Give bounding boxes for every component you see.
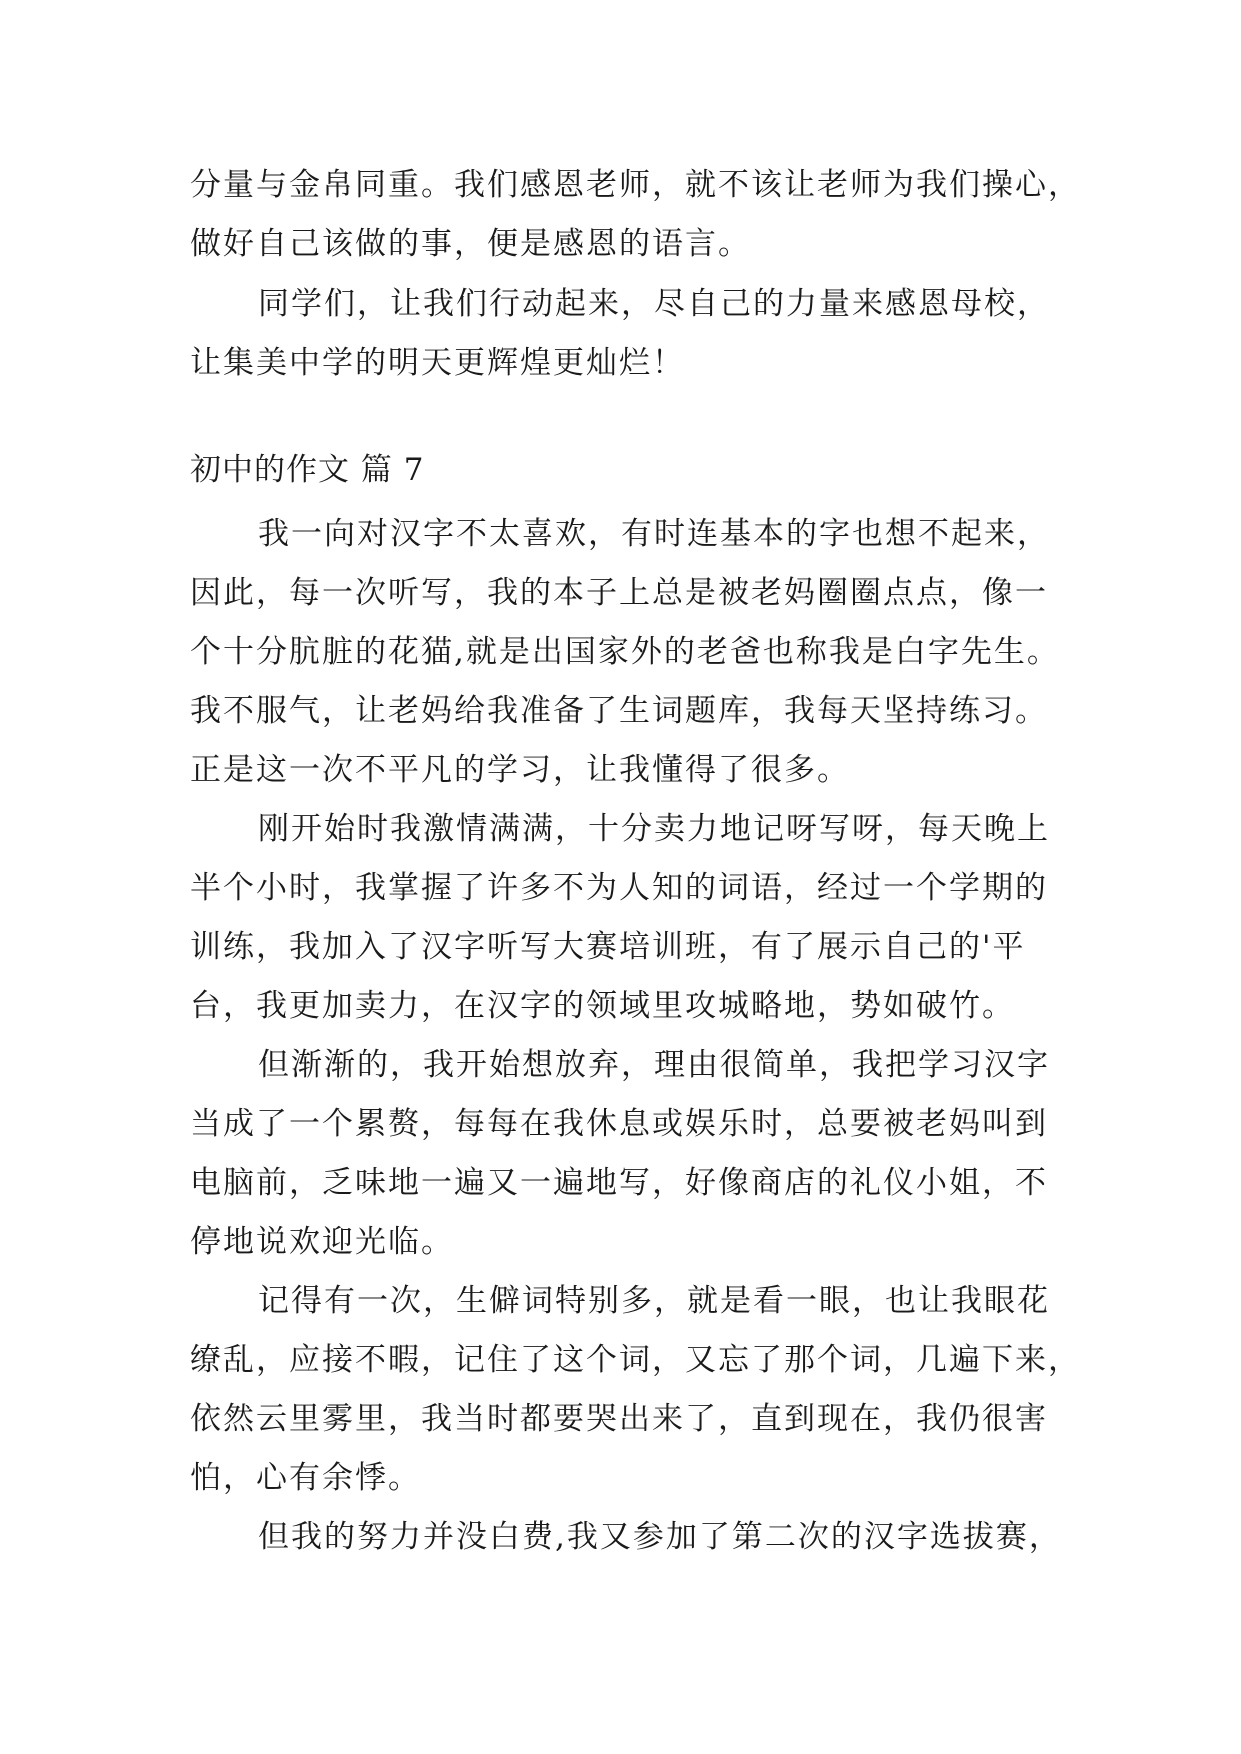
text-line: 依然云里雾里，我当时都要哭出来了，直到现在，我仍很害: [190, 1401, 1048, 1437]
text-line: 个十分肮脏的花猫,就是出国家外的老爸也称我是白字先生。: [190, 634, 1060, 670]
text-line: 我一向对汉字不太喜欢，有时连基本的字也想不起来，: [258, 516, 1050, 552]
text-line: 半个小时，我掌握了许多不为人知的词语，经过一个学期的: [190, 870, 1048, 906]
text-line: 训练，我加入了汉字听写大赛培训班，有了展示自己的'平: [190, 929, 1026, 965]
text-line: 做好自己该做的事，便是感恩的语言。: [190, 226, 751, 262]
text-line: 让集美中学的明天更辉煌更灿烂！: [190, 345, 685, 381]
text-line: 记得有一次，生僻词特别多，就是看一眼，也让我眼花: [258, 1283, 1050, 1319]
text-line: 停地说欢迎光临。: [190, 1224, 454, 1260]
text-line: 同学们，让我们行动起来，尽自己的力量来感恩母校，: [258, 286, 1050, 322]
text-line: 但我的努力并没白费,我又参加了第二次的汉字选拔赛，: [258, 1519, 1062, 1555]
text-line: 但渐渐的，我开始想放弃，理由很简单，我把学习汉字: [258, 1047, 1050, 1083]
text-line: 台，我更加卖力，在汉字的领域里攻城略地，势如破竹。: [190, 988, 1015, 1024]
text-line: 怕，心有余悸。: [190, 1460, 421, 1496]
text-line: 正是这一次不平凡的学习，让我懂得了很多。: [190, 752, 850, 788]
text-line: 因此，每一次听写，我的本子上总是被老妈圈圈点点，像一: [190, 575, 1048, 611]
text-line: 电脑前，乏味地一遍又一遍地写，好像商店的礼仪小姐，不: [190, 1165, 1048, 1201]
section-heading: 初中的作文 篇 7: [190, 452, 425, 488]
text-line: 刚开始时我激情满满，十分卖力地记呀写呀，每天晚上: [258, 811, 1050, 847]
text-line: 缭乱，应接不暇，记住了这个词，又忘了那个词，几遍下来，: [190, 1342, 1081, 1378]
text-line: 当成了一个累赘，每每在我休息或娱乐时，总要被老妈叫到: [190, 1106, 1048, 1142]
text-line: 我不服气，让老妈给我准备了生词题库，我每天坚持练习。: [190, 693, 1048, 729]
text-line: 分量与金帛同重。我们感恩老师，就不该让老师为我们操心，: [190, 167, 1081, 203]
